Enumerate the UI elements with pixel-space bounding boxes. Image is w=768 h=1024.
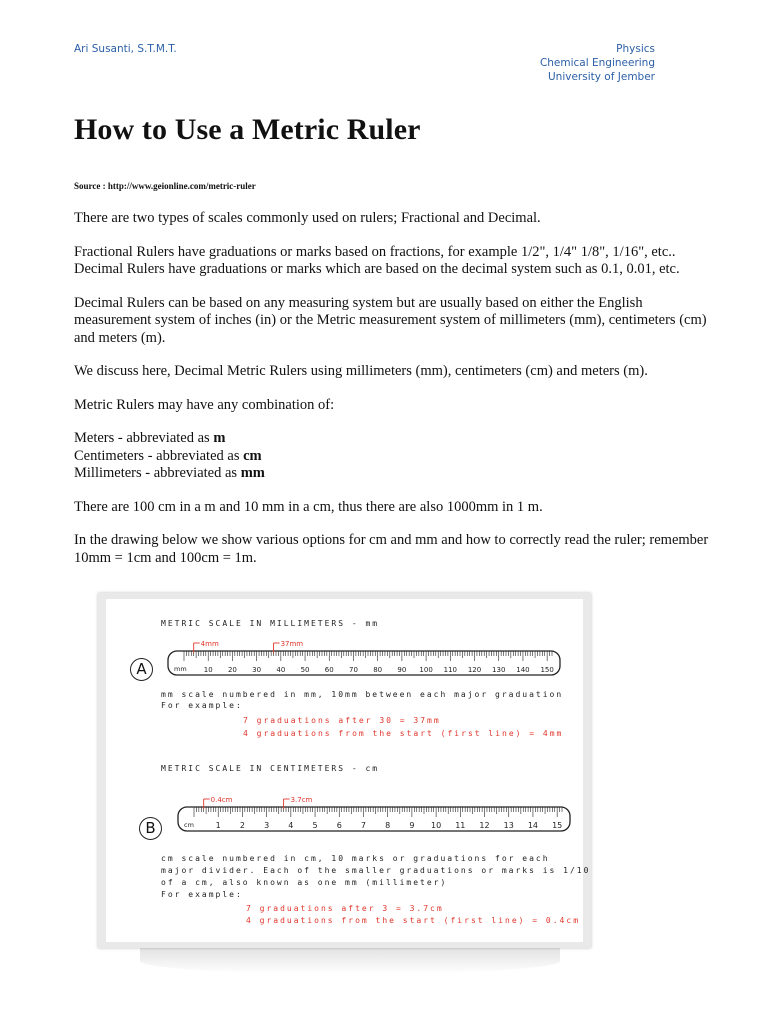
ruler-tick-label: 150: [540, 666, 554, 674]
ruler-marker-label: 3.7cm: [290, 796, 313, 804]
body-text: [74, 210, 714, 583]
ruler-tick-label: 20: [227, 666, 237, 674]
ruler-tick-label: 100: [419, 666, 433, 674]
unit-abbr: mm: [240, 465, 265, 481]
paragraph: Decimal Rulers can be based on any measuring system but are usually based on either the English measurement system of inches (in) or the Metric measurement system of millimeters (mm), centimeters (cm) and meters (m).: [74, 294, 707, 346]
scale-a-example: 7 graduations after 30 = 37mm: [243, 716, 441, 725]
ruler-unit-label: cm: [184, 821, 194, 829]
unit-text: Meters - abbreviated as: [74, 430, 214, 446]
ruler-tick-label: 12: [479, 821, 490, 830]
ruler-tick-label: 60: [324, 666, 334, 674]
scale-b-desc: of a cm, also known as one mm (millimeter): [161, 878, 448, 887]
ruler-tick-label: 130: [492, 666, 506, 674]
unit-line: [74, 448, 714, 466]
ruler-tick-label: 50: [300, 666, 310, 674]
ruler-tick-label: 120: [467, 666, 482, 674]
paragraph: We discuss here, Decimal Metric Rulers using millimeters (mm), centimeters (cm) and meters (m).: [74, 363, 648, 379]
scale-b-title: METRIC SCALE IN CENTIMETERS - cm: [161, 764, 380, 773]
unit-line: [74, 430, 714, 448]
ruler-tick-label: 4: [288, 821, 294, 830]
ruler-tick-label: 14: [527, 821, 539, 830]
ruler-tick-label: 1: [215, 821, 221, 830]
ruler-tick-label: 15: [552, 821, 563, 830]
scale-b-desc: For example:: [161, 890, 243, 899]
ruler-tick-label: 9: [409, 821, 415, 830]
ruler-tick-label: 80: [373, 666, 383, 674]
unit-text: Centimeters - abbreviated as: [74, 447, 244, 464]
ruler-tick-label: 5: [312, 821, 318, 830]
ruler-tick-label: 140: [516, 666, 530, 674]
ruler-tick-label: 110: [443, 666, 458, 674]
scale-b-example: 7 graduations after 3 = 3.7cm: [246, 904, 444, 913]
dept-line: Physics: [616, 43, 655, 55]
ruler-tick-label: 10: [203, 666, 213, 674]
ruler-marker-label: 0.4cm: [210, 796, 233, 804]
dept-line: University of Jember: [548, 71, 655, 83]
source-line: Source : http://www.geionline.com/metric-ruler: [74, 181, 256, 191]
ruler-tick-label: 13: [503, 821, 514, 830]
scale-b-desc: major divider. Each of the smaller graduations or marks is 1/10: [161, 866, 591, 875]
ruler-tick-label: 70: [349, 666, 358, 674]
ruler-tick-label: 3: [264, 821, 270, 830]
ruler-marker-label: 4mm: [200, 640, 219, 648]
paragraph: Fractional Rulers have graduations or marks based on fractions, for example 1/2", 1/4" 1/8", 1/16", etc.. Decimal Rulers have graduations or marks which are based on the decimal system such as 0.1, 0.01, etc.: [74, 243, 680, 277]
scale-a-desc: mm scale numbered in mm, 10mm between each major graduation: [161, 690, 564, 699]
paragraph: There are two types of scales commonly used on rulers; Fractional and Decimal.: [74, 210, 541, 226]
unit-abbr: m: [213, 430, 226, 446]
ruler-tick-label: 10: [431, 821, 442, 830]
author-header: Ari Susanti, S.T.M.T.: [74, 43, 177, 55]
department-header: [540, 42, 655, 84]
paragraph: There are 100 cm in a m and 10 mm in a cm, thus there are also 1000mm in 1 m.: [74, 498, 543, 515]
paragraph: Metric Rulers may have any combination of:: [74, 396, 335, 413]
ruler-tick-label: 11: [455, 821, 466, 830]
ruler-tick-label: 90: [397, 666, 407, 674]
scale-a-example: 4 graduations from the start (first line) = 4mm: [243, 729, 564, 738]
ruler-marker-label: 37mm: [280, 640, 304, 648]
ruler-a: [166, 631, 566, 689]
page-title: How to Use a Metric Ruler: [74, 113, 421, 146]
ruler-tick-label: 2: [239, 821, 245, 830]
ruler-tick-label: 30: [252, 666, 262, 674]
scale-b-example: 4 graduations from the start (first line) = 0.4cm: [246, 916, 581, 925]
scale-b-letter: B: [139, 817, 162, 840]
figure-shadow: [140, 948, 560, 974]
unit-abbr: cm: [243, 447, 262, 464]
ruler-tick-label: 40: [276, 666, 286, 674]
ruler-tick-label: 7: [360, 821, 367, 830]
ruler-figure: [98, 593, 591, 948]
unit-text: Millimeters - abbreviated as: [74, 465, 241, 481]
scale-a-letter: A: [130, 658, 153, 681]
ruler-tick-label: 6: [336, 821, 342, 830]
ruler-figure-inner: [106, 599, 591, 942]
ruler-b: [176, 787, 576, 845]
scale-b-desc: cm scale numbered in cm, 10 marks or graduations for each: [161, 854, 550, 863]
paragraph: In the drawing below we show various options for cm and mm and how to correctly read the ruler; remember 10mm = 1cm and 100cm = 1m.: [74, 532, 709, 566]
unit-line: [74, 465, 714, 483]
scale-a-title: METRIC SCALE IN MILLIMETERS - mm: [161, 619, 380, 628]
ruler-tick-label: 8: [385, 821, 391, 830]
scale-a-desc: For example:: [161, 701, 243, 710]
dept-line: Chemical Engineering: [539, 57, 655, 69]
ruler-unit-label: mm: [174, 665, 187, 673]
